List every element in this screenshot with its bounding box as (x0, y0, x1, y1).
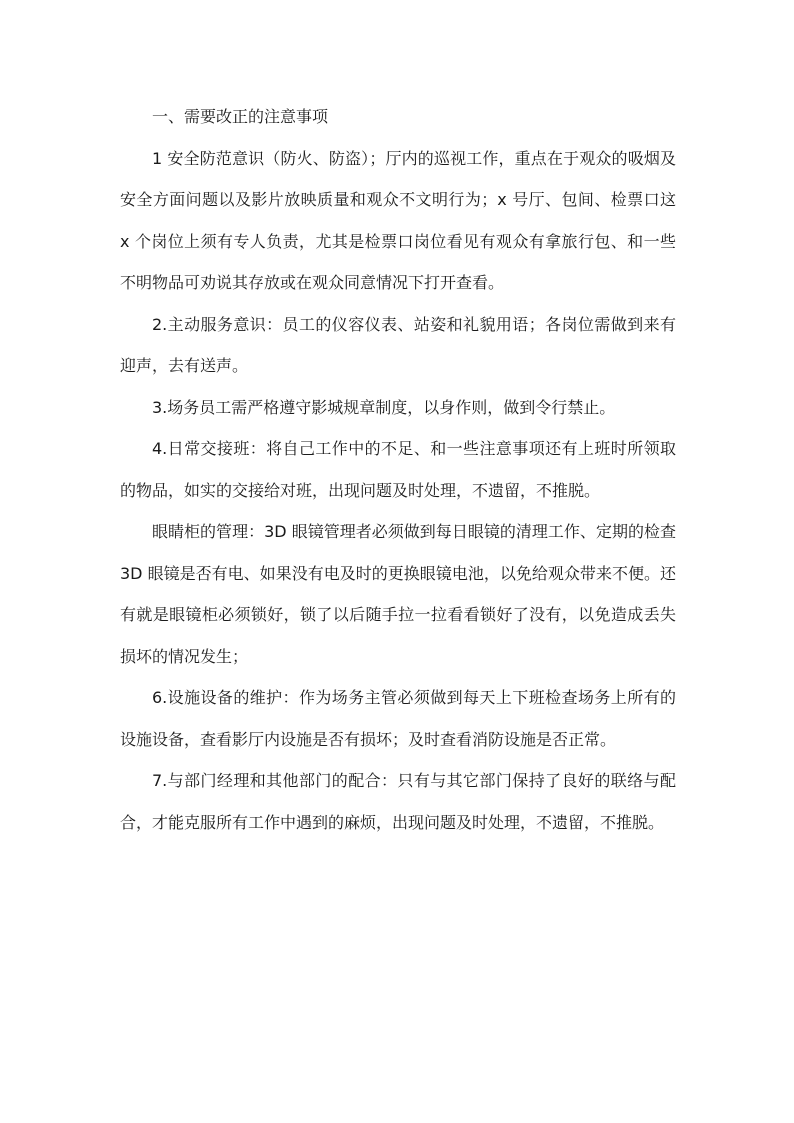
paragraph-service: 2.主动服务意识：员工的仪容仪表、站姿和礼貌用语；各岗位需做到来有迎声，去有送声。 (120, 314, 676, 375)
paragraph-shift-handover: 4.日常交接班：将自己工作中的不足、和一些注意事项还有上班时所领取的物品，如实的交接给对班，出现问题及时处理，不遗留，不推脱。 (120, 439, 676, 500)
section-heading: 一、需要改正的注意事项 (152, 107, 329, 126)
paragraph-security: 1 安全防范意识（防火、防盗）；厅内的巡视工作，重点在于观众的吸烟及安全方面问题以及影片放映质量和观众不文明行为；x 号厅、包间、检票口这 x 个岗位上须有专人负责，尤其是检票口岗位看见有观众有拿旅行包、和一些不明物品可劝说其存放或在观众同意情况下打开查看。 (120, 148, 676, 292)
document-page (120, 96, 676, 843)
paragraph-equipment: 6.设施设备的维护：作为场务主管必须做到每天上下班检查场务上所有的设施设备，查看影厅内设施是否有损坏；及时查看消防设施是否正常。 (120, 688, 676, 749)
paragraph-cooperation: 7.与部门经理和其他部门的配合：只有与其它部门保持了良好的联络与配合，才能克服所有工作中遇到的麻烦，出现问题及时处理，不遗留，不推脱。 (120, 771, 676, 832)
paragraph-rules: 3.场务员工需严格遵守影城规章制度，以身作则，做到令行禁止。 (152, 397, 616, 417)
paragraph-glasses-cabinet: 眼睛柜的管理：3D 眼镜管理者必须做到每日眼镜的清理工作、定期的检查 3D 眼镜是否有电、如果没有电及时的更换眼镜电池，以免给观众带来不便。还有就是眼镜柜必须锁好，锁了以后随手拉一拉看看锁好了没有，以免造成丢失损坏的情况发生； (120, 522, 676, 666)
